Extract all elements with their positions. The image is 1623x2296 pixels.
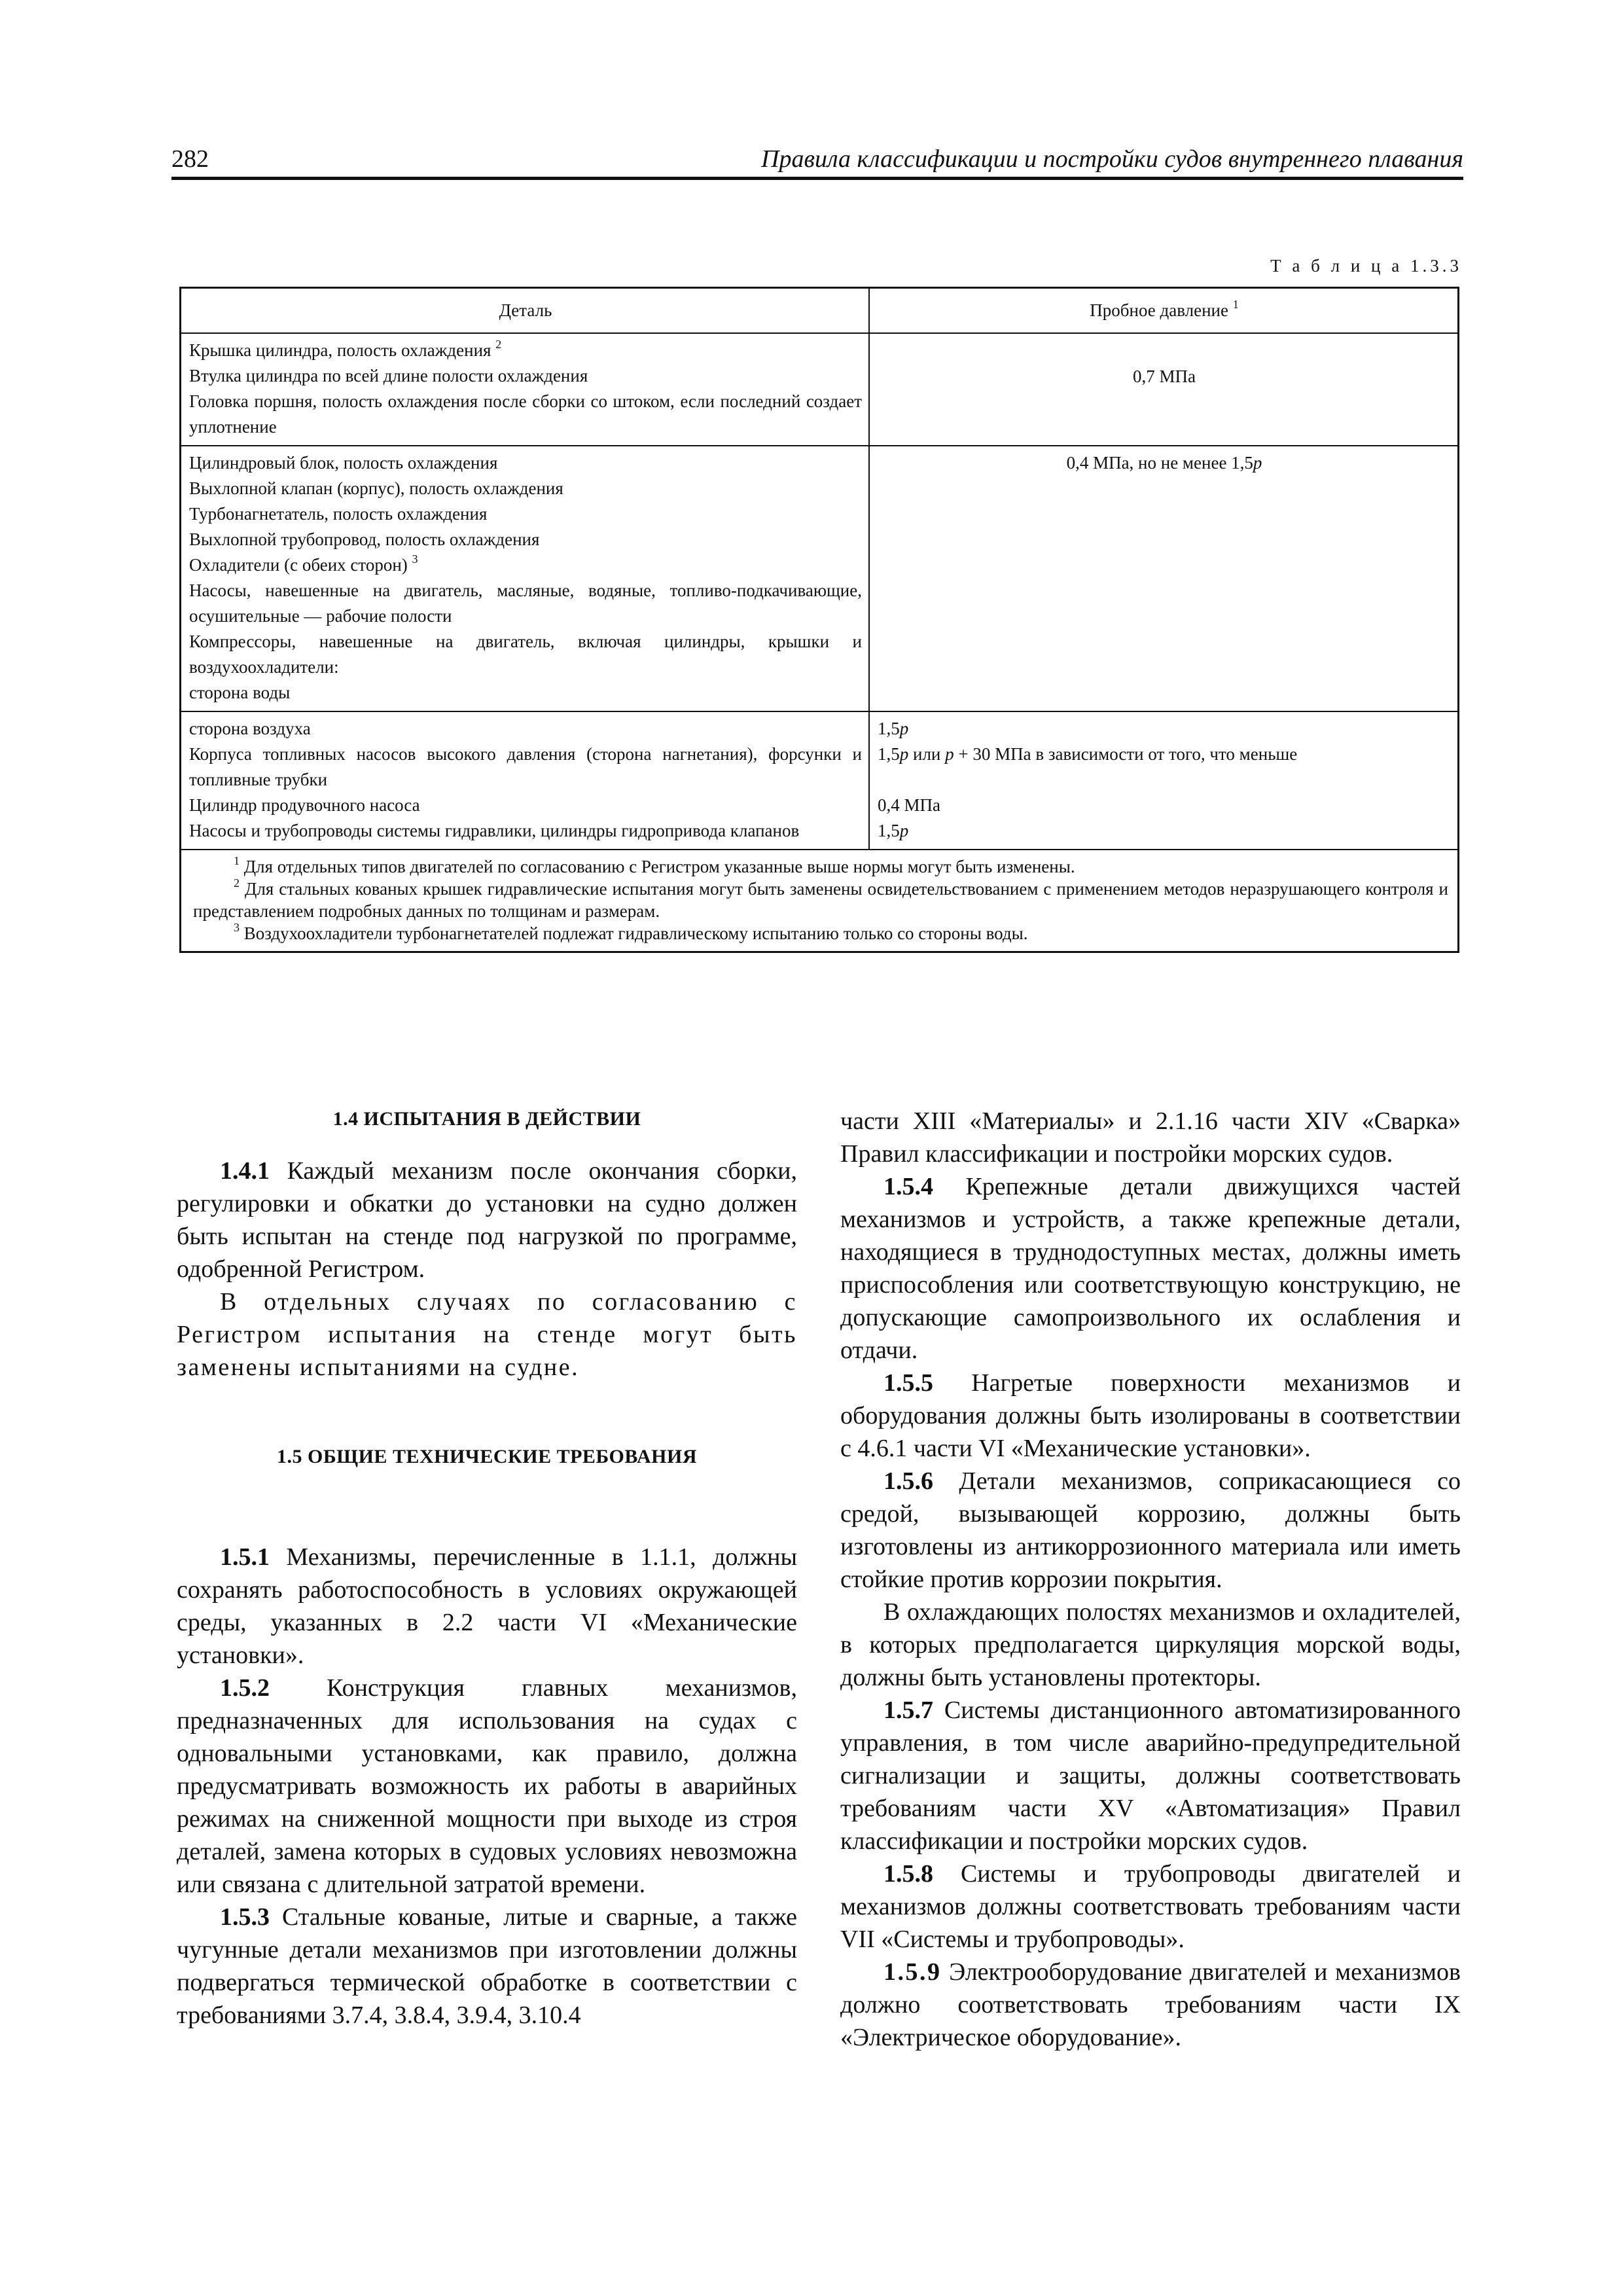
- detail-cell: [181, 446, 870, 711]
- table-caption: Т а б л и ц а 1.3.3: [1270, 256, 1462, 276]
- paragraph-1-5-4: 1.5.4 Крепежные детали движущихся частей механизмов и устройств, а также крепежные детали, находящиеся в труднодоступных местах, должны иметь приспособления или соответствующую конструкцию, не допускающие самопроизвольного их ослабления и отдачи.: [840, 1173, 1461, 1364]
- header-cell-pressure: [870, 289, 1457, 332]
- detail-cell: [181, 334, 870, 445]
- paragraph-1-5-5: 1.5.5 Нагретые поверхности механизмов и оборудования должны быть изолированы в соответствии с 4.6.1 части VI «Механические установки».: [840, 1369, 1461, 1462]
- detail-item: Выхлопной клапан (корпус), полость охлаждения: [189, 478, 563, 498]
- table-row: [181, 445, 1457, 711]
- paragraph-1-4-1: 1.4.1 Каждый механизм после окончания сборки, регулировки и обкатки до установки на судно должен быть испытан на стенде под нагрузкой по программе, одобренной Регистром.: [177, 1157, 797, 1283]
- detail-item: Цилиндр продувочного насоса: [189, 795, 420, 815]
- paragraph-1-5-6: 1.5.6 Детали механизмов, соприкасающиеся со средой, вызывающей коррозию, должны быть изготовлены из антикоррозионного материала или иметь стойкие против коррозии покрытия.: [840, 1467, 1461, 1593]
- detail-item: Втулка цилиндра по всей длине полости охлаждения: [189, 366, 588, 386]
- page-number: 282: [171, 145, 209, 173]
- pressure-value: 0,4 МПа: [878, 795, 940, 815]
- table-header-row: [181, 289, 1457, 332]
- table-note: $^2$ Для стальных кованых крышек гидравлические испытания могут быть заменены освидетельствованием с применением методов неразрушающего контроля и представлением подробных данных по толщинам и размерам.: [193, 876, 1449, 921]
- detail-item: Охладители (с обеих сторон) $^3$: [189, 552, 418, 575]
- pressure-cell: [870, 712, 1457, 849]
- detail-item: Цилиндровый блок, полость охлаждения: [189, 453, 498, 473]
- detail-item: Выхлопной трубопровод, полость охлаждения: [189, 529, 540, 549]
- header-cell-detail: Деталь: [181, 289, 870, 332]
- left-column: [177, 1106, 797, 2032]
- pressure-value: 0,4 МПа, но не менее 1,5: [1066, 453, 1253, 473]
- paragraph-1-5-7: 1.5.7 Системы дистанционного автоматизированного управления, в том числе аварийно-предупредительной сигнализации и защиты, должны соответствовать требованиям части XV «Автоматизация» Правил классификации и постройки морских судов.: [840, 1696, 1461, 1855]
- detail-item: сторона воздуха: [189, 719, 311, 738]
- header-pressure-label: Пробное давление: [1090, 300, 1228, 320]
- detail-item: Турбонагнетатель, полость охлаждения: [189, 504, 488, 524]
- pressure-spacer: [878, 767, 1451, 793]
- pressure-cell: [870, 446, 1457, 711]
- detail-item: сторона воды: [189, 683, 291, 702]
- paragraph-1-4-1-b: В отдельных случаях по согласованию с Регистром испытания на стенде могут быть заменены испытаниями на судне.: [177, 1288, 797, 1381]
- paragraph-1-5-8: 1.5.8 Системы и трубопроводы двигателей и механизмов должны соответствовать требованиям части VII «Системы и трубопроводы».: [840, 1860, 1461, 1953]
- pressure-variable: p: [1253, 453, 1262, 473]
- detail-item: Насосы и трубопроводы системы гидравлики, цилиндры гидропривода клапанов: [189, 821, 800, 840]
- table-note: $^3$ Воздухоохладители турбонагнетателей подлежат гидравлическому испытанию только со стороны воды.: [234, 921, 1028, 943]
- footnote-ref: 3: [412, 552, 418, 565]
- detail-item: Насосы, навешенные на двигатель, масляные, водяные, топливо-подкачивающие, осушительные — рабочие полости: [189, 581, 862, 626]
- right-column: [840, 1105, 1461, 2054]
- table-notes: [181, 850, 1457, 951]
- pressure-value: 1,5p или p + 30 МПа в зависимости от того, что меньше: [878, 744, 1298, 764]
- header-pressure-footnote: 1: [1232, 298, 1239, 311]
- paragraph-1-5-2: 1.5.2 Конструкция главных механизмов, предназначенных для использования на судах с одновальными установками, как правило, должна предусматривать возможность их работы в аварийных режимах на сниженной мощности при выходе из строя деталей, замена которых в судовых условиях невозможна или связана с длительной затратой времени.: [177, 1674, 797, 1898]
- table-row: [181, 711, 1457, 849]
- paragraph-1-5-9: 1.5.9 Электрооборудование двигателей и механизмов должно соответствовать требованиям части IX «Электрическое оборудование».: [840, 1958, 1461, 2051]
- running-header: Правила классификации и постройки судов внутреннего плавания: [761, 145, 1463, 173]
- detail-cell: [181, 712, 870, 849]
- section-heading-1-4: 1.4 ИСПЫТАНИЯ В ДЕЙСТВИИ: [332, 1108, 641, 1130]
- table-row: [181, 332, 1457, 445]
- paragraph-1-5-3: 1.5.3 Стальные кованые, литые и сварные, а также чугунные детали механизмов при изготовлении должны подвергаться термической обработке в соответствии с требованиями 3.7.4, 3.8.4, 3.9.4, 3.10.4: [177, 1903, 797, 2029]
- detail-item: Компрессоры, навешенные на двигатель, включая цилиндры, крышки и воздухоохладители:: [189, 632, 862, 677]
- pressure-table: [179, 287, 1459, 953]
- paragraph-1-5-3-continued: части XIII «Материалы» и 2.1.16 части XIV «Сварка» Правил классификации и постройки морских судов.: [840, 1107, 1461, 1168]
- detail-item: Крышка цилиндра, полость охлаждения $^2$: [189, 338, 502, 360]
- table-note: $^1$ Для отдельных типов двигателей по согласованию с Регистром указанные выше нормы могут быть изменены.: [234, 854, 1075, 876]
- paragraph-1-5-1: 1.5.1 Механизмы, перечисленные в 1.1.1, должны сохранять работоспособность в условиях окружающей среды, указанных в 2.2 части VI «Механические установки».: [177, 1543, 797, 1669]
- detail-item: Головка поршня, полость охлаждения после сборки со штоком, если последний создает уплотнение: [189, 391, 862, 437]
- detail-item: Корпуса топливных насосов высокого давления (сторона нагнетания), форсунки и топливные трубки: [189, 744, 862, 789]
- paragraph-1-5-6-b: В охлаждающих полостях механизмов и охладителей, в которых предполагается циркуляция морской воды, должны быть установлены протекторы.: [840, 1598, 1461, 1691]
- section-heading-1-5: 1.5 ОБЩИЕ ТЕХНИЧЕСКИЕ ТРЕБОВАНИЯ: [276, 1446, 698, 1467]
- footnote-ref: 2: [495, 338, 502, 351]
- pressure-cell: 0,7 МПа: [1133, 367, 1196, 386]
- pressure-value: 1,5p: [878, 821, 909, 840]
- table-notes-row: [181, 849, 1457, 951]
- pressure-value: 1,5p: [878, 719, 909, 738]
- header-rule: [171, 177, 1463, 180]
